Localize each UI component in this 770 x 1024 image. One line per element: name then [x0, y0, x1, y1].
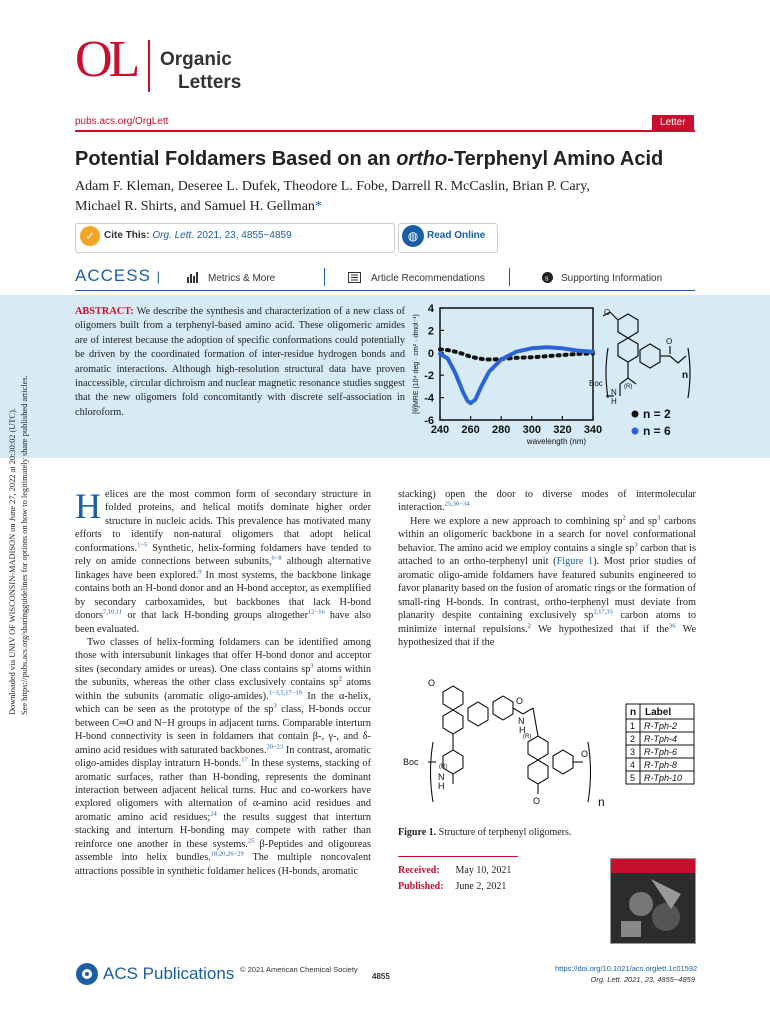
legend-label-n6: n = 6	[643, 424, 671, 438]
supporting-info-tab[interactable]: Supporting Information	[561, 273, 663, 284]
table-cell: R-Tph-8	[644, 760, 678, 770]
chart-legend	[632, 407, 672, 438]
fig1-stereo-label-2: (R)	[523, 734, 532, 740]
table-cell: 5	[630, 773, 636, 783]
svg-text:s: s	[545, 275, 549, 283]
download-notice: Downloaded via UNIV OF WISCONSIN-MADISON on June 27, 2022 at 20:30:02 (UTC).	[8, 408, 17, 715]
toc-graphic	[408, 298, 698, 458]
doi-link[interactable]: https://doi.org/10.1021/acs.orglett.1c01592	[555, 964, 698, 973]
fig1-stereo-label: (R)	[439, 764, 448, 770]
plot-frame	[440, 308, 593, 420]
published-date: June 2, 2021	[455, 881, 507, 892]
figure-1	[398, 672, 698, 822]
legend-marker-n2	[632, 411, 639, 418]
legend-marker-n6	[632, 428, 639, 435]
x-tick-label: 280	[492, 424, 511, 436]
fig1-oxygen-label: O	[533, 796, 541, 806]
tab-separator	[324, 268, 325, 286]
body-column-right: stacking) open the door to diverse modes of intermolecular interaction.$^{25,30-34}$ Here we explore a new approach to combining $sp^2$ and $sp^3$ carbons within an oligomeric backbone in a search for novel conformational behavior. The amino acid we employ contains a single $sp^3$ carbon that is attached to an ortho-terphenyl unit (Figure 1). Most prior studies of aromatic oligo-amide foldamers have featured subunits engineered to favor planarity based on the fusion of aromatic rings or the formation of small-ring H-bonds. In contrast, ortho-terphenyl must deviate from planarity despite containing exclusively sp$^{2,17,35}$ carbon atoms to minimize internal repulsions.$^2$ We hypothesized that if the$^{36}$ We hypothesized that if the	[398, 489, 697, 648]
table-cell: 3	[630, 747, 636, 757]
y-tick-label: -2	[424, 370, 434, 383]
abstract-label: ABSTRACT:	[75, 306, 134, 317]
structure-n-subscript: n	[682, 370, 689, 381]
logo-divider	[148, 40, 150, 92]
y-tick-label: 4	[427, 303, 434, 315]
fig1-oxygen-label: O	[516, 696, 524, 706]
article-type-badge: Letter	[652, 115, 694, 130]
read-online-link[interactable]: Read Online	[427, 230, 486, 241]
published-label: Published:	[398, 881, 444, 892]
fig1-h2-label: H	[438, 781, 445, 791]
x-tick-label: 300	[522, 424, 541, 436]
structure-oxygen-label: O	[604, 308, 611, 317]
x-tick-label: 340	[583, 424, 603, 436]
globe-icon: ◍	[402, 225, 424, 247]
acs-publications-logo[interactable]: ACS Publications	[103, 964, 235, 983]
figure-caption-text: Structure of terphenyl oligomers.	[438, 827, 572, 838]
x-tick-label: 240	[430, 424, 450, 436]
received-date: May 10, 2021	[455, 865, 512, 876]
y-tick-label: -6	[424, 415, 434, 427]
received-label: Received:	[398, 865, 440, 876]
y-axis-label: [θ]MRE (10⁴ deg · cm² · dmol⁻¹)	[413, 314, 420, 414]
cite-this[interactable]	[104, 230, 292, 241]
figure-1-caption	[398, 827, 571, 838]
structure-oxygen-label: O	[666, 337, 673, 346]
figure-caption-label: Figure 1.	[398, 827, 437, 838]
fig1-oxygen-label: O	[581, 749, 589, 759]
structure-stereo-label: (R)	[624, 384, 633, 390]
abstract	[75, 305, 405, 420]
bar-chart-icon	[187, 272, 199, 286]
journal-url-link[interactable]: pubs.acs.org/OrgLett	[75, 116, 169, 127]
abstract-body: We describe the synthesis and characterization of a new class of oligomers built from a terphenyl-based amino acid. These oligomeric amides are of interest because the adoption of specific conformations could potentially be driven by the coordinated formation of inter-residue hydrogen bonds and aromatic interactions. Although high-resolution structural data have proven inaccessible, circular dichroism and nuclear magnetic resonance studies suggest that the new oligomers fold concomitantly with discrete self-association in chloroform.	[75, 306, 405, 418]
supporting-info-icon	[542, 272, 553, 286]
publication-dates	[398, 863, 511, 895]
y-tick-label: -4	[424, 392, 434, 405]
cite-label: Cite This:	[104, 230, 150, 241]
access-rule	[75, 290, 695, 291]
table-cell: R-Tph-10	[644, 773, 683, 783]
fig1-h-label: H	[519, 725, 526, 735]
structure-boc-label: Boc	[589, 379, 603, 388]
fig1-oxygen-label: O	[428, 678, 436, 688]
y-tick-label: 2	[427, 325, 434, 338]
tab-separator	[509, 268, 510, 286]
acs-logo-icon	[75, 962, 99, 990]
document-icon	[348, 272, 361, 286]
sharing-guidelines-notice[interactable]: See https://pubs.acs.org/sharingguidelines for options on how to legitimately share published articles.	[20, 375, 29, 715]
table-cell: 4	[630, 760, 636, 770]
table-header-label: Label	[645, 707, 672, 718]
table-cell: 1	[630, 721, 636, 731]
author-line-1: Adam F. Kleman, Deseree L. Dufek, Theodore L. Fobe, Darrell R. McCaslin, Brian P. Cary,	[75, 179, 590, 194]
figure-1-link[interactable]: Figure 1	[556, 556, 594, 568]
recommendations-tab[interactable]: Article Recommendations	[371, 273, 485, 284]
fig1-boc-label: Boc	[403, 757, 419, 767]
x-tick-label: 320	[553, 424, 572, 436]
dates-rule	[398, 856, 518, 857]
structure-h-label: H	[611, 397, 617, 406]
structure-n-label: N	[611, 388, 617, 397]
metrics-tab[interactable]: Metrics & More	[208, 273, 276, 284]
figure-1-structure	[428, 686, 591, 802]
cd-spectrum-chart	[413, 303, 602, 446]
dropcap: H	[75, 486, 101, 526]
journal-logo-ol: OL	[75, 31, 137, 88]
table-cell: R-Tph-6	[644, 747, 678, 757]
footer-journal-citation: Org. Lett. 2021, 23, 4855−4859	[590, 975, 695, 984]
x-tick-label: 260	[461, 424, 480, 436]
oligomer-table	[626, 704, 694, 784]
y-tick-label: 0	[427, 347, 434, 360]
fig1-n2-label: N	[438, 772, 445, 782]
table-cell: R-Tph-2	[644, 721, 678, 731]
author-list	[75, 177, 655, 217]
cite-journal[interactable]: Org. Lett.	[152, 230, 195, 241]
journal-logo-word1: Organic	[160, 49, 232, 70]
journal-cover-thumbnail[interactable]	[610, 858, 696, 944]
table-cell: R-Tph-4	[644, 734, 678, 744]
fig1-n-label: N	[518, 716, 525, 726]
page-number: 4855	[372, 972, 390, 981]
copyright-notice: © 2021 American Chemical Society	[240, 965, 358, 974]
cite-details[interactable]: 2021, 23, 4855−4859	[196, 230, 292, 241]
terphenyl-structure	[603, 312, 690, 398]
article-title: Potential Foldamers Based on an ortho-Terphenyl Amino Acid	[75, 148, 664, 170]
body-column-left: Helices are the most common form of secondary structure in folded proteins, and helical motifs dominate higher order structure in nucleic acids. This prevalence has motivated many efforts to identify non-natural oligomers that adopt helical conformations.$^{1-5}$ Synthetic, helix-forming foldamers have tended to rely on amide connections between subunits,$^{6-8}$ although alternative linkages have been explored.$^9$ In most systems, the backbone linkage contains both an H-bond donor and an H-bond acceptor, as exemplified by secondary carboxamides, but backbones that lack H-bond donors$^{7,10,11}$ or that lack H-bonding groups altogether$^{12-16}$ have also been evaluated. Two classes of helix-forming foldamers can be identified among those with intersubunit linkages that offer H-bond donor and acceptor sites (secondary amides or ureas). One class contains $sp^3$ atoms within the subunits, whereas the other class exclusively contains $sp^2$ atoms within the subunits (aromatic oligo-amides).$^{1-3,5,17-19}$ In the α-helix, which can be seen as the prototype of the $sp^3$ class, H-bonds occur between C═O and N−H groups in adjacent turns. Comparable interturn H-bond connectivity is seen in foldamers that contain β-, γ-, and δ-amino acid residues with saturated backbones.$^{20-23}$ In contrast, aromatic oligo-amides display intraturn H-bonds.$^{17}$ In these systems, stacking of aromatic surfaces, rather than H-bonding, represents the dominant interaction between adjacent helical turns. Huc and co-workers have explored oligomers with alternation of α-amino acid residues and aromatic amino acid residues;$^{24}$ the results suggest that interturn stacking and interturn H-bonding may compete with rather than reinforce one another in these systems.$^{25}$ β-Peptides and oligoureas assemble into helix bundles.$^{18,20,26-29}$ The multiple noncovalent attractions possible in synthetic foldamer helices (H-bonds, aromatic	[75, 486, 372, 877]
legend-label-n2: n = 2	[643, 407, 671, 421]
check-icon: ✓	[80, 226, 100, 246]
author-line-2: Michael R. Shirts, and Samuel H. Gellman	[75, 199, 315, 214]
table-header-n: n	[630, 707, 637, 718]
table-cell: 2	[630, 734, 636, 744]
corresponding-author-mark[interactable]: *	[314, 199, 322, 214]
access-label: ACCESS |	[75, 266, 162, 285]
journal-logo-word2: Letters	[178, 72, 242, 93]
x-axis-label: wavelength (nm)	[526, 437, 587, 446]
header-rule	[75, 130, 695, 132]
fig1-n-subscript: n	[598, 795, 605, 809]
